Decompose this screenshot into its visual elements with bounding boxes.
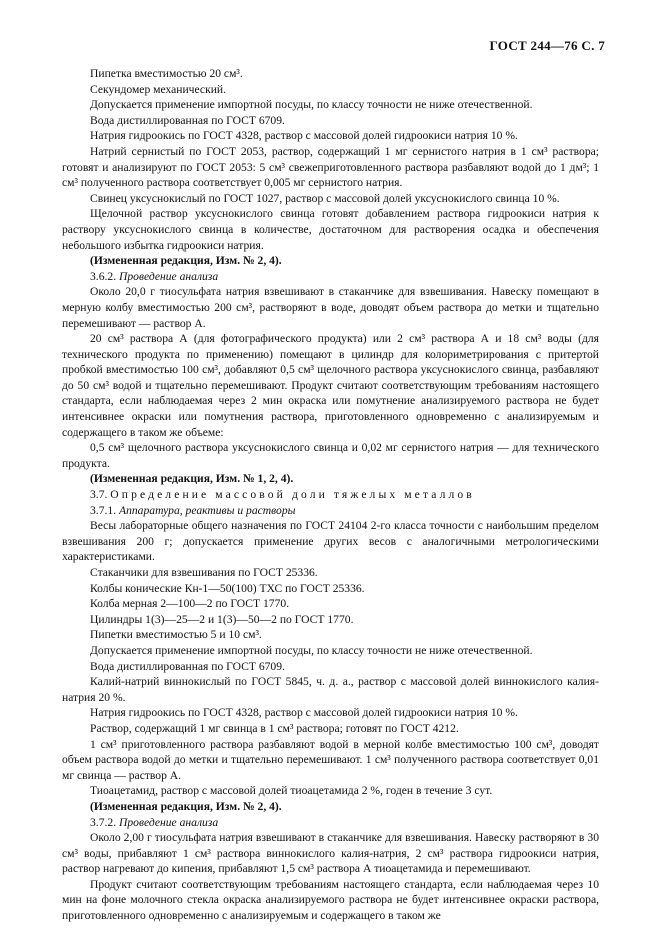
paragraph: Пипетки вместимостью 5 и 10 см³. <box>90 628 262 642</box>
paragraph: Натрий сернистый по ГОСТ 2053, раствор, содержащий 1 мг сернистого натрия в 1 см³ раствора; готовят и анализируют по ГОСТ 2053: 5 см³ свежеприготовленного раствора разбавляют водой до 1 дм³; 1 см³ полученного раствора соответствует 0,005 мг сернистого натрия. <box>62 144 599 190</box>
section-heading <box>62 815 599 831</box>
section-number: 3.7.2. <box>90 815 117 829</box>
paragraph: Щелочной раствор уксуснокислого свинца готовят добавлением раствора гидроокиси натрия к раствору уксуснокислого свинца в количестве, достаточном для растворения осадка и обеспечения небольшого избытка гидроокиси натрия. <box>62 207 599 252</box>
paragraph: Тиоацетамид, раствор с массовой долей тиоацетамида 2 %, годен в течение 3 сут. <box>90 784 493 798</box>
section-number: 3.6.2. <box>90 269 117 283</box>
section-title: Аппаратура, реактивы и растворы <box>119 503 296 517</box>
section-title: Определение массовой доли тяжелых металлов <box>110 488 475 502</box>
section-number: 3.7. <box>90 488 108 502</box>
paragraph: Вода дистиллированная по ГОСТ 6709. <box>90 659 285 673</box>
paragraph: Весы лабораторные общего назначения по ГОСТ 24104 2-го класса точности с наибольшим пределом взвешивания 200 г; допускается применение других весов с аналогичными метрологическими характеристиками. <box>62 519 599 564</box>
paragraph: Около 20,0 г тиосульфата натрия взвешивают в стаканчике для взвешивания. Навеску помещают в мерную колбу вместимостью 200 см³, растворяют в воде, доводят объем раствора до метки и тщательно перемешивают — раствор А. <box>62 285 599 330</box>
paragraph: Пипетка вместимостью 20 см³. <box>90 67 243 80</box>
revision-note: (Измененная редакция, Изм. № 2, 4). <box>90 254 282 268</box>
section-heading <box>62 503 599 519</box>
section-heading <box>62 487 599 503</box>
paragraph: Секундомер механический. <box>90 82 227 96</box>
paragraph: Калий-натрий виннокислый по ГОСТ 5845, ч. д. а., раствор с массовой долей виннокислого калия-натрия 20 %. <box>62 675 599 704</box>
paragraph: Натрия гидроокись по ГОСТ 4328, раствор с массовой долей гидроокиси натрия 10 %. <box>90 706 518 720</box>
paragraph: Стаканчики для взвешивания по ГОСТ 25336. <box>90 566 318 579</box>
paragraph: Свинец уксуснокислый по ГОСТ 1027, раствор с массовой долей уксуснокислого свинца 10 %. <box>90 191 560 205</box>
document-body <box>62 66 599 924</box>
paragraph: 0,5 см³ щелочного раствора уксуснокислого свинца и 0,02 мг сернистого натрия — для технического продукта. <box>62 441 599 470</box>
paragraph: Колбы конические Кн-1—50(100) ТХС по ГОСТ 25336. <box>90 581 365 595</box>
section-heading <box>62 269 599 285</box>
page-header: ГОСТ 244—76 С. 7 <box>489 38 605 53</box>
paragraph: Раствор, содержащий 1 мг свинца в 1 см³ раствора; готовят по ГОСТ 4212. <box>90 721 459 735</box>
paragraph: 20 см³ раствора А (для фотографического продукта) или 2 см³ раствора А и 18 см³ воды (для технического продукта по применению) помещают в цилиндр для колориметрирования с притертой пробкой вместимостью 100 см³, добавляют 0,5 см³ щелочного раствора уксуснокислого свинца, разбавляют до 50 см³ водой и тщательно перемешивают. Продукт считают соответствующим требованиям настоящего стандарта, если наблюдаемая через 2 мин окраска или помутнение анализируемого раствора не будет интенсивнее окраски или помутнения раствора, приготовленного одновременно с анализируемым и содержащего в таком же объеме: <box>62 332 599 439</box>
revision-note: (Измененная редакция, Изм. № 2, 4). <box>90 799 282 813</box>
paragraph: Допускается применение импортной посуды, по классу точности не ниже отечественной. <box>90 98 533 112</box>
section-number: 3.7.1. <box>90 503 117 517</box>
section-title: Проведение анализа <box>119 269 219 283</box>
paragraph: Около 2,00 г тиосульфата натрия взвешивают в стаканчике для взвешивания. Навеску растворяют в 30 см³ воды, прибавляют 1 см³ раствора виннокислого калия-натрия, 2 см³ раствора гидроокиси натрия, раствор нагревают до кипения, прибавляют 1,5 см³ раствора А тиоацетамида и перемешивают. <box>62 831 599 876</box>
paragraph: Допускается применение импортной посуды, по классу точности не ниже отечественной. <box>90 643 533 657</box>
paragraph: Натрия гидроокись по ГОСТ 4328, раствор с массовой долей гидроокиси натрия 10 %. <box>90 129 518 143</box>
paragraph: Колба мерная 2—100—2 по ГОСТ 1770. <box>90 597 290 611</box>
paragraph: Вода дистиллированная по ГОСТ 6709. <box>90 113 285 127</box>
paragraph: 1 см³ приготовленного раствора разбавляют водой в мерной колбе вместимостью 100 см³, доводят объем раствора водой до метки и тщательно перемешивают. 1 см³ полученного раствора соответствует 0,01 мг свинца — раствор А. <box>62 737 599 782</box>
section-title: Проведение анализа <box>119 815 219 829</box>
revision-note: (Измененная редакция, Изм. № 1, 2, 4). <box>90 472 294 486</box>
paragraph: Продукт считают соответствующим требованиям настоящего стандарта, если наблюдаемая через 10 мин на фоне молочного стекла окраска анализируемого раствора не будет интенсивнее окраски раствора, приготовленного одновременно с анализируемым и содержащего в таком же <box>62 877 599 923</box>
paragraph: Цилиндры 1(3)—25—2 и 1(3)—50—2 по ГОСТ 1770. <box>90 612 354 626</box>
